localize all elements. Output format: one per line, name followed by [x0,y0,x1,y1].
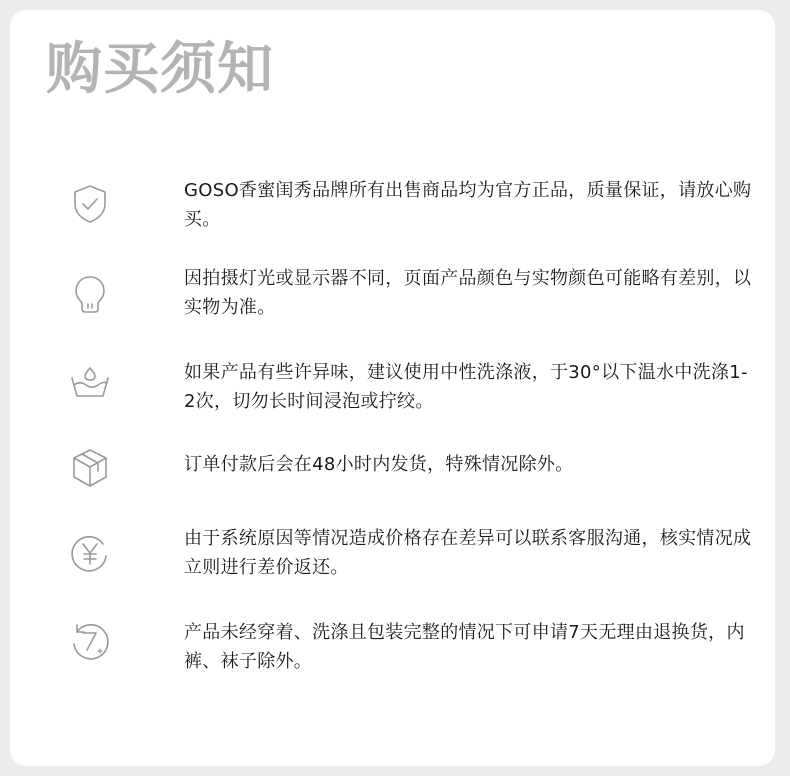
notice-text: 如果产品有些许异味，建议使用中性洗涤液，于30°以下温水中洗涤1-2次，切勿长时间浸泡或拧绞。 [184,362,748,412]
package-box-icon [68,446,112,490]
seven-day-return-icon [68,618,112,662]
notice-text: 因拍摄灯光或显示器不同，页面产品颜色与实物颜色可能略有差别，以实物为准。 [184,268,752,318]
notice-text: 产品未经穿着、洗涤且包装完整的情况下可申请7天无理由退换货，内裤、袜子除外。 [184,622,745,672]
lightbulb-icon [68,272,112,316]
wash-basin-icon [68,362,112,406]
page-title: 购买须知 [46,37,274,102]
shield-check-icon [68,182,112,226]
notice-item [0,524,790,604]
yen-coin-icon [68,531,112,575]
notice-item [0,450,790,530]
notice-item [0,264,790,344]
notice-item [0,176,790,256]
notice-text: GOSO香蜜闺秀品牌所有出售商品均为官方正品，质量保证，请放心购买。 [184,180,752,230]
notice-item [0,358,790,438]
notice-text: 由于系统原因等情况造成价格存在差异可以联系客服沟通，核实情况成立则进行差价返还。 [184,528,752,578]
notice-text: 订单付款后会在48小时内发货，特殊情况除外。 [184,454,574,475]
notice-item [0,618,790,698]
